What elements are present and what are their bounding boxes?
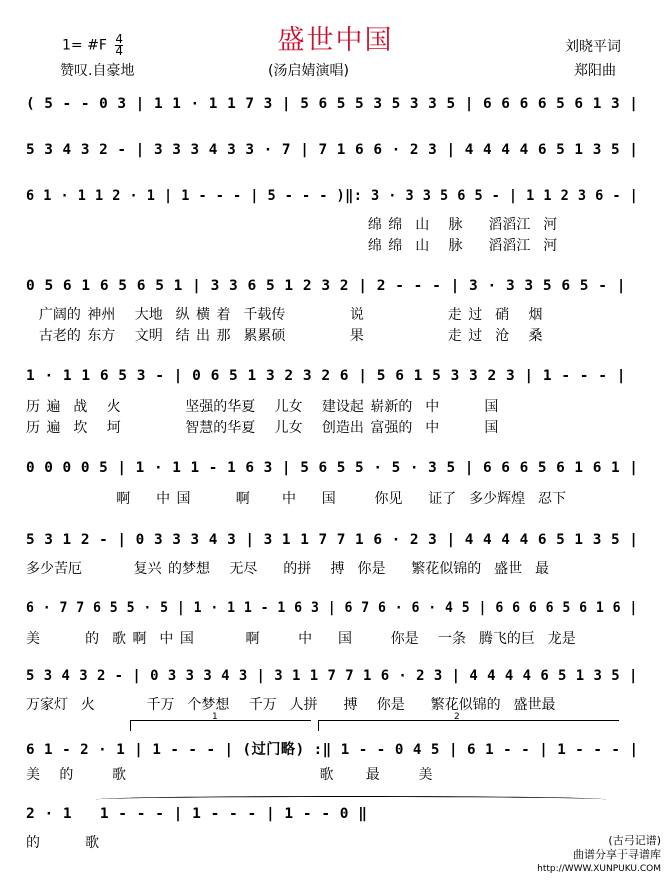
score-row-8 <box>26 600 638 622</box>
lyric-line: 啊 中 国 啊 中 国 你见 证了 多少辉煌 忍下 <box>26 491 567 507</box>
tie-arc <box>96 796 606 803</box>
lyric-line: 绵 绵 山 脉 滔滔江 河 <box>26 217 558 233</box>
lyric-line: 历 遍 战 火 坚强的华夏 儿女 建设起 崭新的 中 国 <box>26 399 499 415</box>
notes: 5 3 4 3 2 - | 3 3 3 4 3 3 · 7 | 7 1 6 6 · 2 3 | 4 4 4 4 6 5 1 3 5 | <box>26 142 639 158</box>
footer-text: 曲谱分享于寻谱库 <box>573 848 661 861</box>
lyric-line: 美 的 歌 歌 最 美 <box>26 767 433 783</box>
score-row-9 <box>26 668 638 690</box>
notes: 6 1 - 2 · 1 | 1 - - - | (过门略) :‖ 1 - - 0 4 5 | 6 1 - - | 1 - - - | <box>26 742 639 758</box>
notes: 5 3 4 3 2 - | 0 3 3 3 4 3 | 3 1 1 7 7 1 6 · 2 3 | 4 4 4 4 6 5 1 3 5 | <box>26 668 638 684</box>
notes: 6 · 7 7 6 5 5 · 5 | 1 · 1 1 - 1 6 3 | 6 7 6 · 6 · 4 5 | 6 6 6 6 5 6 1 6 | <box>26 600 638 616</box>
watermark <box>537 834 661 876</box>
lyric-line: 的 歌 <box>26 835 100 851</box>
notes: 6 1 · 1 1 2 · 1 | 1 - - - | 5 - - - )‖: 3 · 3 3 5 6 5 - | 1 1 2 3 6 - | <box>26 188 639 204</box>
score-row-7 <box>26 532 638 554</box>
site-url: http://WWW.XUNPUKU.COM <box>537 864 661 874</box>
score-row-10 <box>26 738 638 760</box>
notes: 1 · 1 1 6 5 3 - | 0 6 5 1 3 2 3 2 6 | 5 6 1 5 3 3 2 3 | 1 - - - | <box>26 368 626 384</box>
lyric-line: 美 的 歌 啊 中 国 啊 中 国 你是 一条 腾飞的巨 龙是 <box>26 631 576 647</box>
composer: 郑阳曲 <box>574 63 616 79</box>
score-row-6 <box>26 460 638 482</box>
score-row-1 <box>26 96 638 118</box>
notes: 0 0 0 0 5 | 1 · 1 1 - 1 6 3 | 5 6 5 5 · 5 · 3 5 | 6 6 6 5 6 1 6 1 | <box>26 460 639 476</box>
transcriber-note: (古弓记谱) <box>608 834 661 847</box>
mood: 赞叹.自豪地 <box>60 63 135 79</box>
time-signature <box>115 34 123 57</box>
ending-bracket-1 <box>130 712 311 731</box>
key-signature <box>62 34 123 57</box>
song-title: 盛世中国 <box>277 25 394 56</box>
score-row-3 <box>26 188 638 210</box>
notes: 5 3 1 2 - | 0 3 3 3 4 3 | 3 1 1 7 7 1 6 · 2 3 | 4 4 4 4 6 5 1 3 5 | <box>26 532 639 548</box>
lyric-line: 广阔的 神州 大地 纵 横 着 千载传 说 走 过 硝 烟 <box>26 307 543 323</box>
ending-number: 1 <box>212 712 218 722</box>
singer: (汤启婧演唱) <box>268 63 349 79</box>
notes: 2 · 1 1 - - - | 1 - - - | 1 - - 0 ‖ <box>26 806 368 822</box>
notes: 0 5 6 1 6 5 6 5 1 | 3 3 6 5 1 2 3 2 | 2 - - - | 3 · 3 3 5 6 5 - | <box>26 278 626 294</box>
lyric-line: 历 遍 坎 坷 智慧的华夏 儿女 创造出 富强的 中 国 <box>26 420 499 436</box>
score-row-4 <box>26 278 638 300</box>
score-row-11 <box>26 806 638 828</box>
score-row-5 <box>26 368 638 390</box>
lyric-line: 多少苦厄 复兴 的梦想 无尽 的拼 搏 你是 繁花似锦的 盛世 最 <box>26 561 550 577</box>
ending-bracket-2 <box>318 712 619 731</box>
lyric-line: 万家灯 火 千万 个梦想 千万 人拼 搏 你是 繁花似锦的 盛世最 <box>26 697 556 713</box>
lyricist: 刘晓平词 <box>565 39 621 55</box>
lyric-line: 绵 绵 山 脉 滔滔江 河 <box>26 238 558 254</box>
lyric-line: 古老的 东方 文明 结 出 那 累累硕 果 走 过 沧 桑 <box>26 328 543 344</box>
time-top: 4 <box>115 32 123 46</box>
score-row-2 <box>26 142 638 164</box>
ending-number: 2 <box>454 712 460 722</box>
key: 1= #F <box>62 37 107 54</box>
time-bottom: 4 <box>115 44 123 58</box>
notes: ( 5 - - 0 3 | 1 1 · 1 1 7 3 | 5 6 5 5 3 5 3 3 5 | 6 6 6 6 5 6 1 3 | <box>26 96 639 112</box>
